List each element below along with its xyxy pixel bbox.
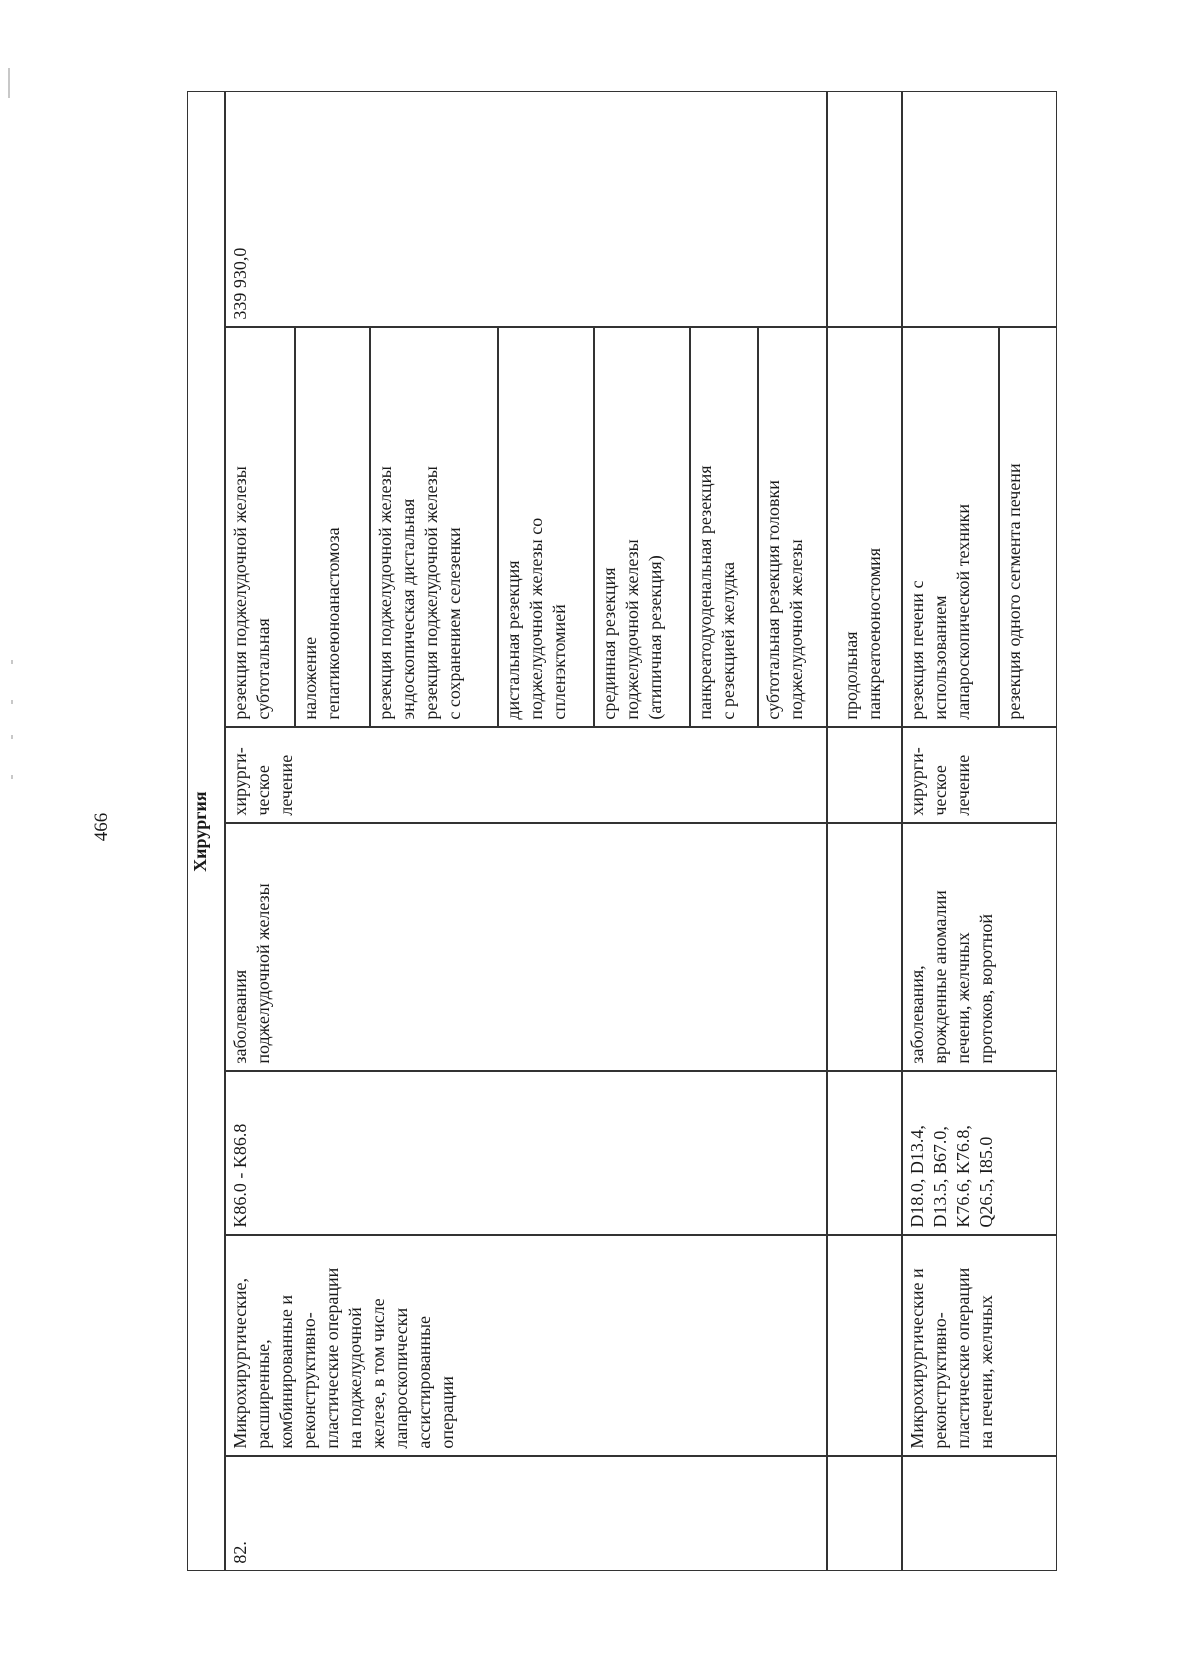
method-group-line: реконструктивно- (930, 1312, 951, 1449)
treatment-type-line: лечение (953, 754, 974, 816)
scan-dot (11, 735, 13, 739)
treatment-type-cell (225, 727, 827, 823)
method-group-line: расширенные, (253, 1339, 274, 1449)
method-line: резекция одного сегмента печени (1004, 463, 1025, 720)
method-group-line: железе, в том числе (368, 1298, 389, 1449)
method-line: поджелудочной железы (786, 539, 807, 720)
method-line: использованием (930, 595, 951, 720)
icd-code-cell (827, 1071, 902, 1235)
treatment-type-cell (827, 727, 902, 823)
treatment-type-line: ческое (930, 765, 951, 816)
method-group-cell (225, 1235, 827, 1456)
method-group-line: на поджелудочной (345, 1307, 366, 1449)
method-group-line: Микрохирургические и (907, 1268, 928, 1449)
method-cell (999, 327, 1057, 727)
scan-margin-mark (8, 68, 10, 98)
diagnosis-line: поджелудочной железы (253, 883, 274, 1064)
method-line: (атипичная резекция) (645, 555, 666, 720)
method-line: панкреатодуоденальная резекция (695, 465, 716, 720)
method-line: дистальная резекция (503, 560, 524, 720)
method-group-line: реконструктивно- (299, 1312, 320, 1449)
treatment-type-cell (902, 727, 1057, 823)
method-group-line: ассистированные (414, 1315, 435, 1449)
method-line: поджелудочной железы со (526, 517, 547, 720)
diagnosis-cell (225, 823, 827, 1071)
method-line: срединная резекция (599, 567, 620, 720)
cost-text: 339 930,0 (230, 247, 251, 320)
method-line: панкреатоеюностомия (864, 547, 885, 720)
method-cell (827, 327, 902, 727)
method-group-line: Микрохирургические, (230, 1277, 251, 1449)
diagnosis-line: врожденные аномалии (930, 890, 951, 1064)
scan-dot (11, 775, 13, 779)
icd-code-cell (225, 1071, 827, 1235)
treatment-type-line: лечение (276, 754, 297, 816)
row-number (827, 1456, 902, 1571)
icd-code-text: K86.0 - K86.8 (230, 1123, 251, 1228)
method-line: резекция поджелудочной железы (421, 466, 442, 720)
cost-cell (902, 91, 1057, 327)
method-group-cell (902, 1235, 1057, 1456)
treatment-type-line: ческое (253, 765, 274, 816)
method-group-line: лапароскопически (391, 1307, 412, 1449)
method-group-line: комбинированные и (276, 1294, 297, 1449)
page-number: 466 (91, 812, 112, 842)
diagnosis-line: заболевания, (907, 965, 928, 1064)
method-line: поджелудочной железы (622, 539, 643, 720)
method-line: гепатикоеюноанастомоза (323, 527, 344, 720)
method-group-line: пластические операции (953, 1267, 974, 1449)
cost-cell (225, 91, 827, 327)
method-line: лапароскопической техники (953, 504, 974, 720)
method-cell (594, 327, 690, 727)
treatment-type-line: хирурги- (230, 747, 251, 816)
row-number (902, 1456, 1057, 1571)
diagnosis-line: печени, желчных (953, 932, 974, 1064)
method-line: наложение (300, 636, 321, 720)
method-cell (295, 327, 370, 727)
scan-dot (11, 660, 13, 664)
scan-dot (11, 700, 13, 704)
icd-code-line: D18.0, D13.4, (907, 1125, 928, 1228)
method-cell (370, 327, 498, 727)
method-group-line: пластические операции (322, 1267, 343, 1449)
method-line: с резекцией желудка (718, 562, 739, 720)
method-line: с сохранением селезенки (444, 527, 465, 720)
method-line: резекция печени с (907, 580, 928, 720)
rotated-table-area (187, 91, 1057, 1571)
row-number-text: 82. (230, 1541, 251, 1564)
row-number (225, 1456, 827, 1571)
icd-code-cell (902, 1071, 1057, 1235)
method-cell (758, 327, 827, 727)
method-line: субтотальная (253, 618, 274, 720)
method-group-cell (827, 1235, 902, 1456)
diagnosis-cell (827, 823, 902, 1071)
section-title: Хирургия (187, 91, 225, 1571)
cost-cell (827, 91, 902, 327)
method-line: продольная (841, 631, 862, 720)
method-line: эндоскопическая дистальная (398, 498, 419, 720)
method-cell (690, 327, 758, 727)
procedures-table (187, 91, 1057, 1571)
method-line: субтотальная резекция головки (763, 480, 784, 720)
method-cell (902, 327, 999, 727)
method-line: резекция поджелудочной железы (230, 466, 251, 720)
icd-code-line: K76.6, K76.8, (953, 1125, 974, 1228)
treatment-type-line: хирурги- (907, 747, 928, 816)
diagnosis-cell (902, 823, 1057, 1071)
method-group-line: на печени, желчных (976, 1295, 997, 1449)
icd-code-line: Q26.5, I85.0 (976, 1136, 997, 1228)
method-cell (225, 327, 295, 727)
method-group-line: операции (437, 1376, 458, 1449)
diagnosis-line: заболевания (230, 969, 251, 1064)
diagnosis-line: протоков, воротной (976, 914, 997, 1064)
method-cell (498, 327, 594, 727)
icd-code-line: D13.5, B67.0, (930, 1126, 951, 1228)
method-line: спленэктомией (549, 604, 570, 720)
method-line: резекция поджелудочной железы (375, 466, 396, 720)
